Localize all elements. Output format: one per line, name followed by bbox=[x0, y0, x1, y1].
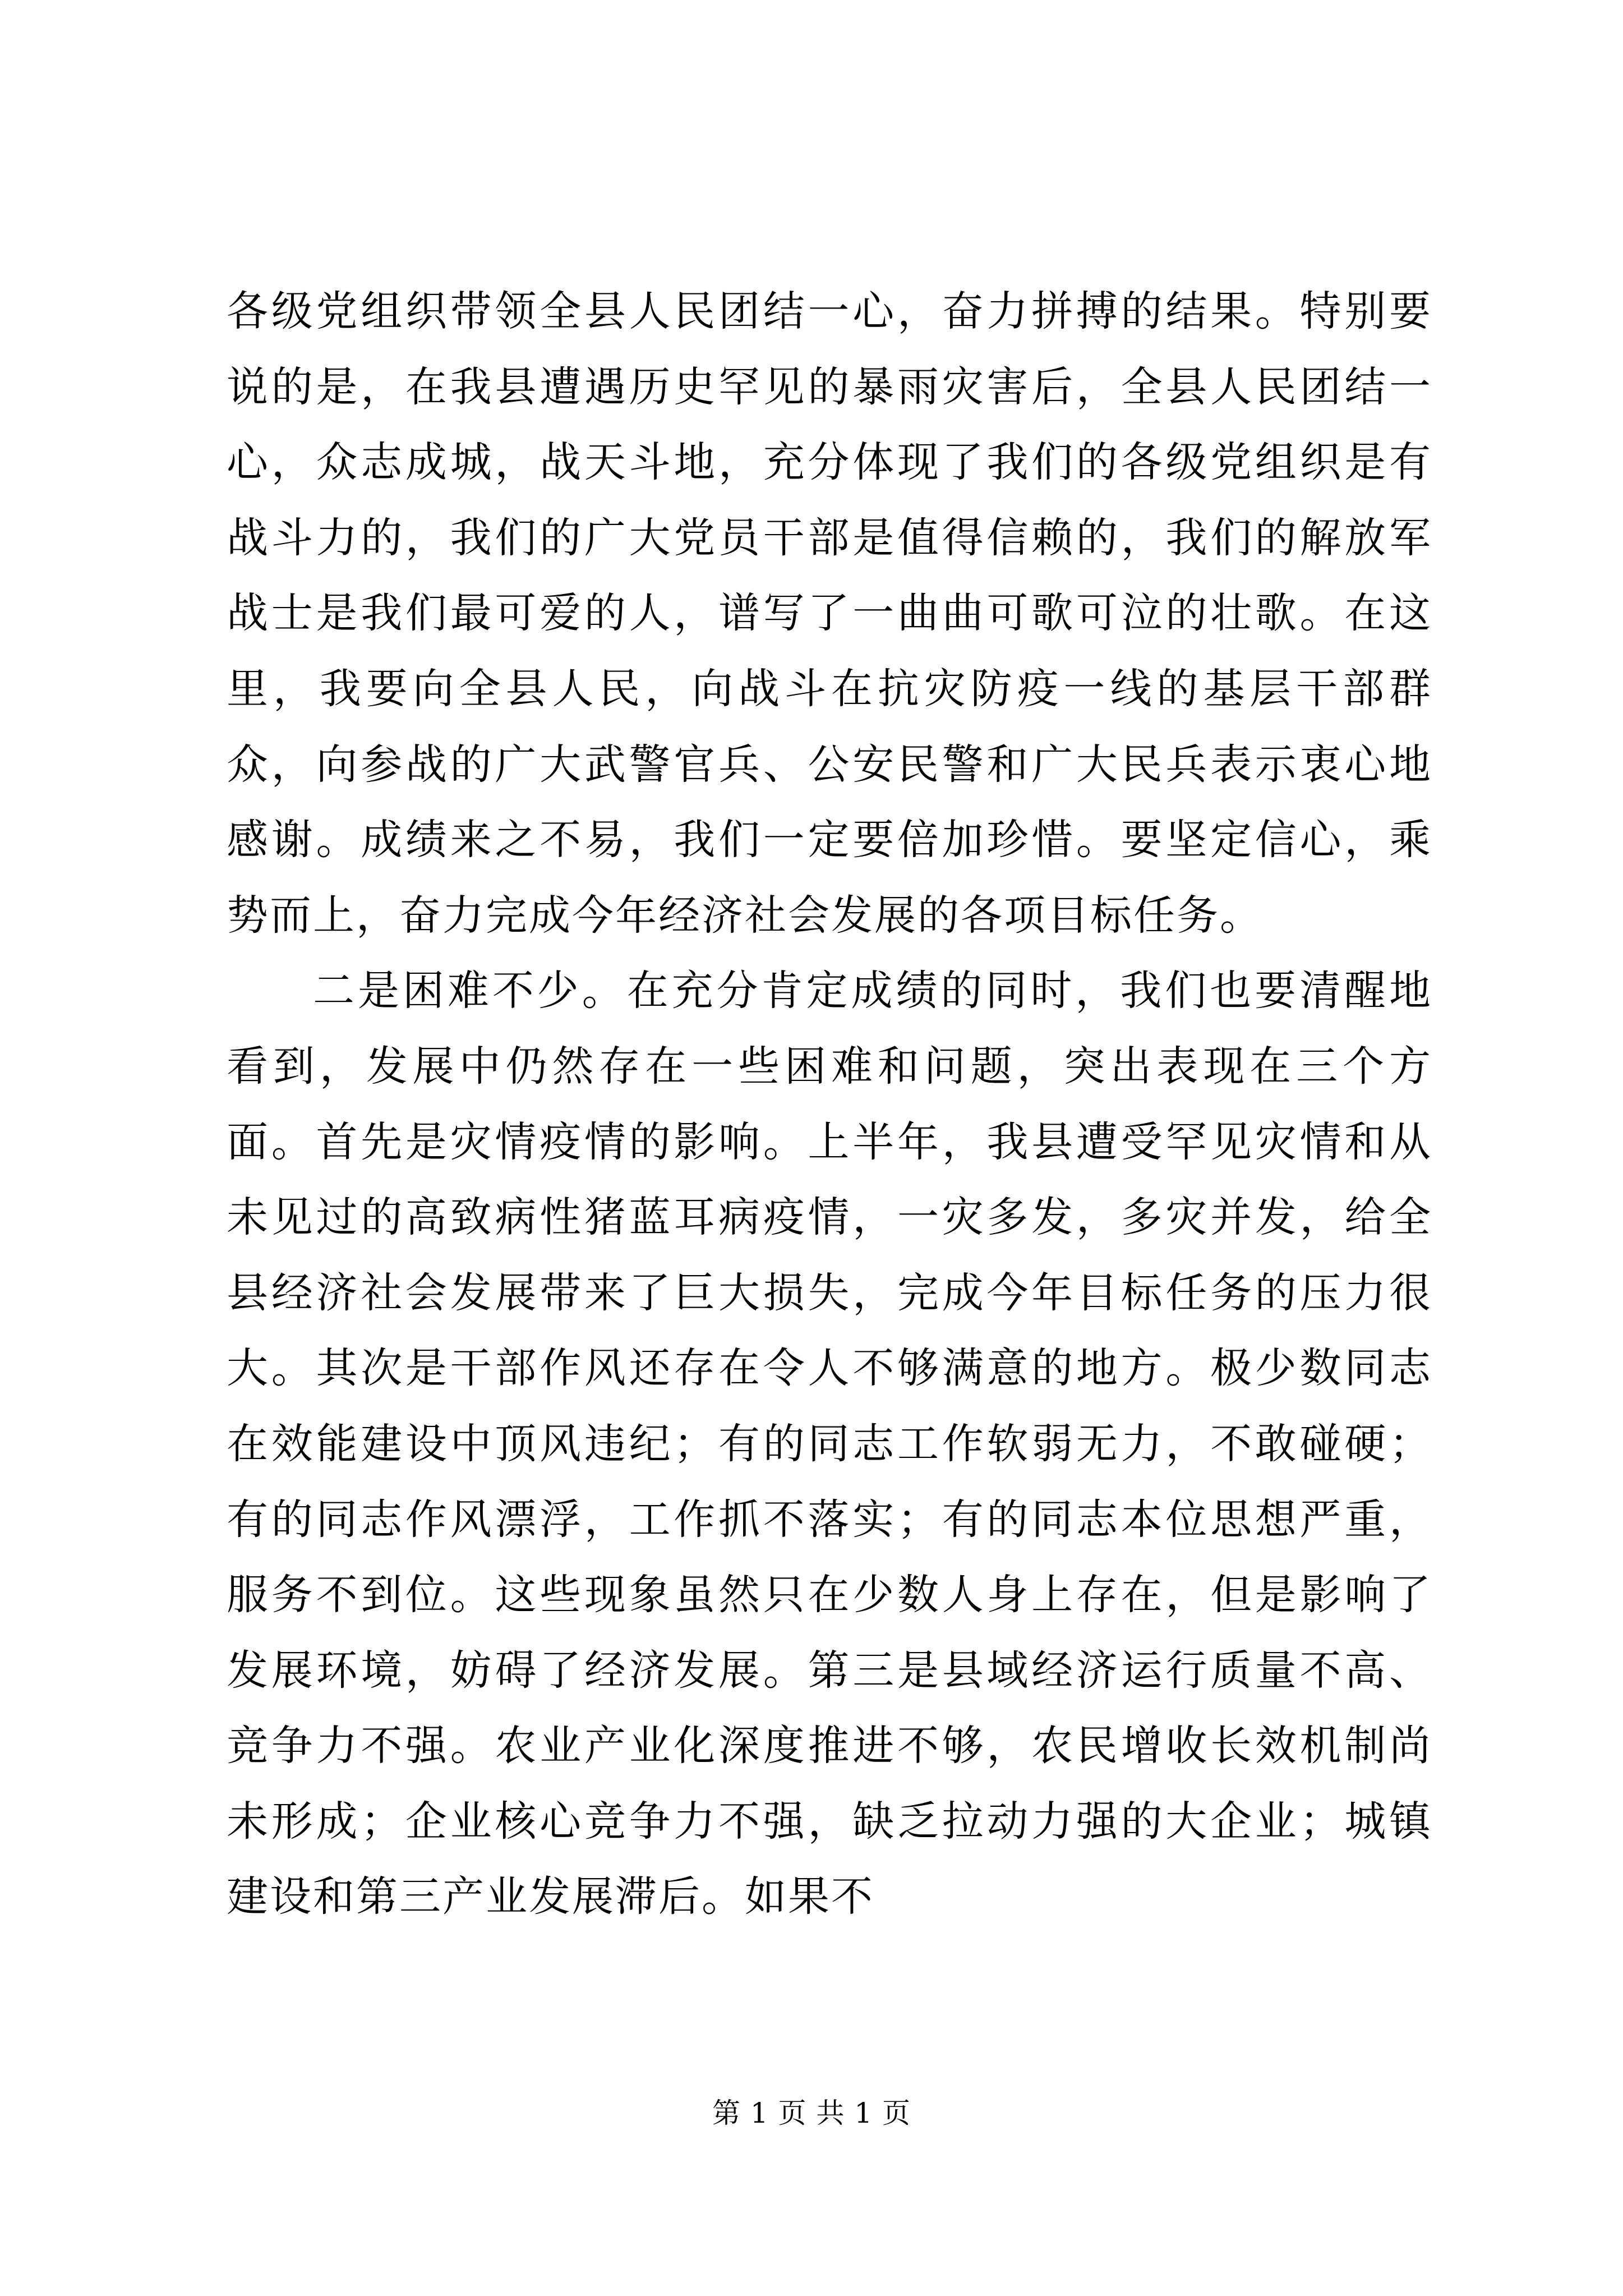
page-footer bbox=[0, 2095, 1623, 2131]
paragraph-continuation: 各级党组织带领全县人民团结一心，奋力拼搏的结果。特别要说的是，在我县遭遇历史罕见的暴雨灾害后，全县人民团结一心，众志成城，战天斗地，充分体现了我们的各级党组织是有战斗力的，我们的广大党员干部是值得信赖的，我们的解放军战士是我们最可爱的人，谱写了一曲曲可歌可泣的壮歌。在这里，我要向全县人民，向战斗在抗灾防疫一线的基层干部群众，向参战的广大武警官兵、公安民警和广大民兵表示衷心地感谢。成绩来之不易，我们一定要倍加珍惜。要坚定信心，乘势而上，奋力完成今年经济社会发展的各项目标任务。 bbox=[227, 287, 1432, 940]
document-body bbox=[227, 274, 1432, 1935]
paragraph-difficulties: 二是困难不少。在充分肯定成绩的同时，我们也要清醒地看到，发展中仍然存在一些困难和问题，突出表现在三个方面。首先是灾情疫情的影响。上半年，我县遭受罕见灾情和从未见过的高致病性猪蓝耳病疫情，一灾多发，多灾并发，给全县经济社会发展带来了巨大损失，完成今年目标任务的压力很大。其次是干部作风还存在令人不够满意的地方。极少数同志在效能建设中顶风违纪；有的同志工作软弱无力，不敢碰硬；有的同志作风漂浮，工作抓不落实；有的同志本位思想严重，服务不到位。这些现象虽然只在少数人身上存在，但是影响了发展环境，妨碍了经济发展。第三是县域经济运行质量不高、竞争力不强。农业产业化深度推进不够，农民增收长效机制尚未形成；企业核心竞争力不强，缺乏拉动力强的大企业；城镇建设和第三产业发展滞后。如果不 bbox=[227, 967, 1432, 1921]
page-number-label: 第 1 页 共 1 页 bbox=[712, 2097, 911, 2129]
